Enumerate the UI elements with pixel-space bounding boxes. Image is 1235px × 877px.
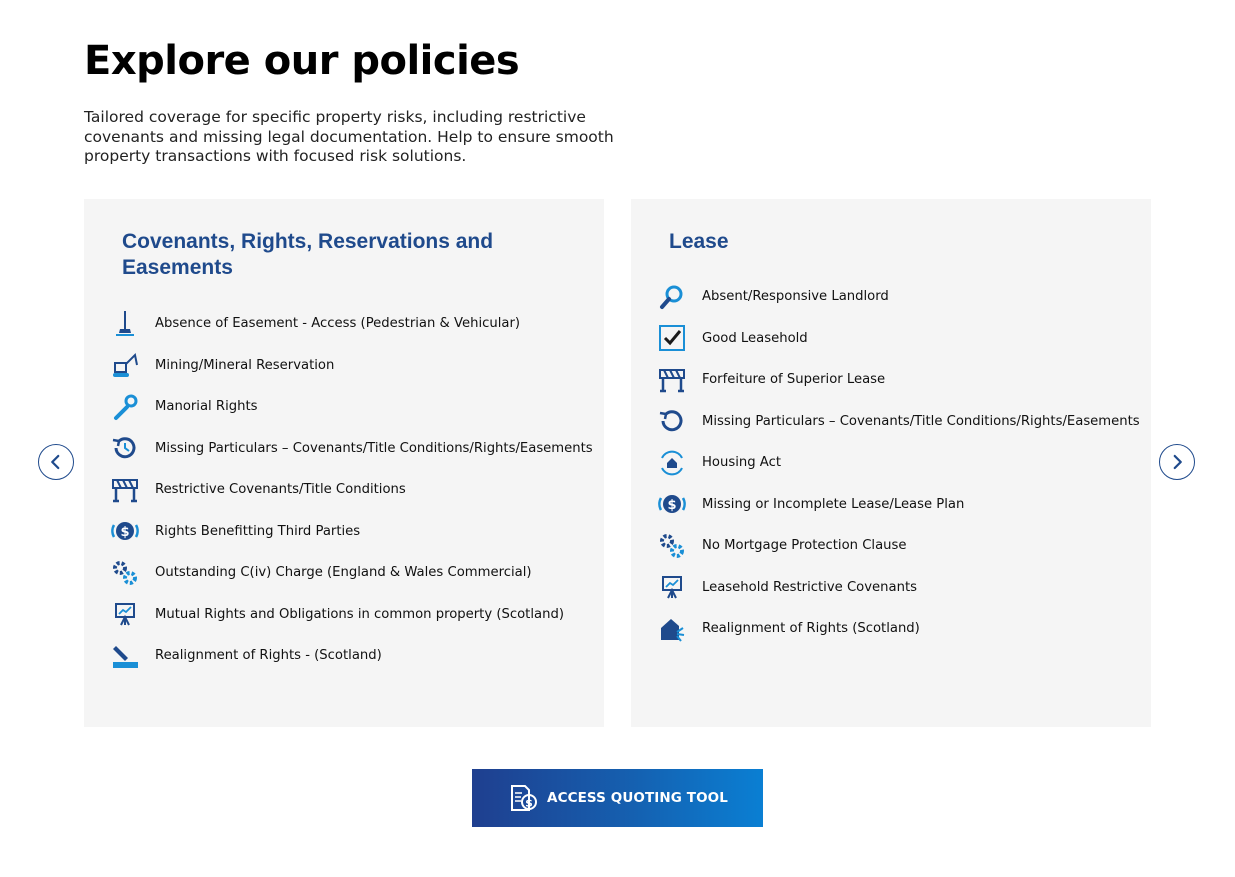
list-item[interactable] xyxy=(108,386,593,428)
list-item-label: Mining/Mineral Reservation xyxy=(155,357,335,373)
svg-text:$: $ xyxy=(525,796,533,810)
list-item-label: Realignment of Rights - (Scotland) xyxy=(155,648,382,664)
list-item[interactable] xyxy=(108,428,593,470)
checkbox-icon xyxy=(655,323,689,353)
list-item-label: Missing or Incomplete Lease/Lease Plan xyxy=(702,496,965,512)
list-item-label: No Mortgage Protection Clause xyxy=(702,538,907,554)
list-item[interactable] xyxy=(655,401,1140,443)
list-item-label: Outstanding C(iv) Charge (England & Wales Commercial) xyxy=(155,565,532,581)
list-item-label: Forfeiture of Superior Lease xyxy=(702,372,886,388)
wrench-icon xyxy=(108,392,142,422)
list-item-label: Mutual Rights and Obligations in common property (Scotland) xyxy=(155,606,564,622)
carousel-next-button[interactable] xyxy=(1159,444,1195,480)
protected-home-icon xyxy=(655,448,689,478)
list-item-label: Housing Act xyxy=(702,455,782,471)
list-item[interactable] xyxy=(655,318,1140,360)
list-item-label: Absent/Responsive Landlord xyxy=(702,289,889,305)
svg-text:$: $ xyxy=(667,498,677,514)
list-item-label: Realignment of Rights (Scotland) xyxy=(702,621,920,637)
list-item-label: Leasehold Restrictive Covenants xyxy=(702,579,917,595)
list-item[interactable] xyxy=(108,303,593,345)
chevron-left-icon xyxy=(47,453,65,471)
carousel-prev-button[interactable] xyxy=(38,444,74,480)
history-icon xyxy=(655,406,689,436)
list-item-label: Good Leasehold xyxy=(702,330,808,346)
list-item[interactable] xyxy=(108,469,593,511)
list-item[interactable] xyxy=(655,525,1140,567)
list-item-label: Absence of Easement - Access (Pedestrian & Vehicular) xyxy=(155,316,521,332)
list-item[interactable] xyxy=(108,511,593,553)
list-item[interactable] xyxy=(108,594,593,636)
list-item[interactable] xyxy=(655,442,1140,484)
money-cycle-icon xyxy=(655,489,689,519)
barrier-icon xyxy=(655,365,689,395)
policy-list xyxy=(655,276,1140,650)
list-item[interactable] xyxy=(655,608,1140,650)
svg-text:$: $ xyxy=(120,525,130,541)
list-item-label: Manorial Rights xyxy=(155,399,258,415)
card-title: Covenants, Rights, Reservations and Easements xyxy=(122,230,494,279)
house-damage-icon xyxy=(655,614,689,644)
list-item[interactable] xyxy=(108,552,593,594)
barrier-icon xyxy=(108,475,142,505)
list-item[interactable] xyxy=(655,484,1140,526)
access-quoting-tool-button[interactable] xyxy=(472,769,763,827)
list-item-label: Rights Benefitting Third Parties xyxy=(155,523,361,539)
policy-list xyxy=(108,303,593,677)
pen-tool-icon xyxy=(108,309,142,339)
card-title: Lease xyxy=(669,230,729,253)
policy-card-covenants xyxy=(84,199,604,727)
list-item[interactable] xyxy=(655,567,1140,609)
list-item[interactable] xyxy=(655,359,1140,401)
magnifier-icon xyxy=(655,282,689,312)
money-cycle-icon xyxy=(108,516,142,546)
chevron-right-icon xyxy=(1168,453,1186,471)
quote-document-icon xyxy=(507,782,539,814)
list-item[interactable] xyxy=(108,345,593,387)
policy-card-lease xyxy=(631,199,1151,727)
excavator-icon xyxy=(108,350,142,380)
list-item-label: Missing Particulars – Covenants/Title Conditions/Rights/Easements xyxy=(702,413,1140,429)
presentation-board-icon xyxy=(108,599,142,629)
list-item-label: Missing Particulars – Covenants/Title Conditions/Rights/Easements xyxy=(155,440,593,456)
cta-label: ACCESS QUOTING TOOL xyxy=(547,790,728,806)
page-title: Explore our policies xyxy=(84,38,520,84)
signature-pen-icon xyxy=(108,641,142,671)
list-item[interactable] xyxy=(655,276,1140,318)
page-intro: Tailored coverage for specific property risks, including restrictive covenants and missing legal documentation. Help to ensure smooth property transactions with focused risk solutions. xyxy=(84,108,614,165)
history-icon xyxy=(108,433,142,463)
presentation-board-icon xyxy=(655,572,689,602)
list-item[interactable] xyxy=(108,635,593,677)
gears-icon xyxy=(108,558,142,588)
list-item-label: Restrictive Covenants/Title Conditions xyxy=(155,482,406,498)
gears-icon xyxy=(655,531,689,561)
